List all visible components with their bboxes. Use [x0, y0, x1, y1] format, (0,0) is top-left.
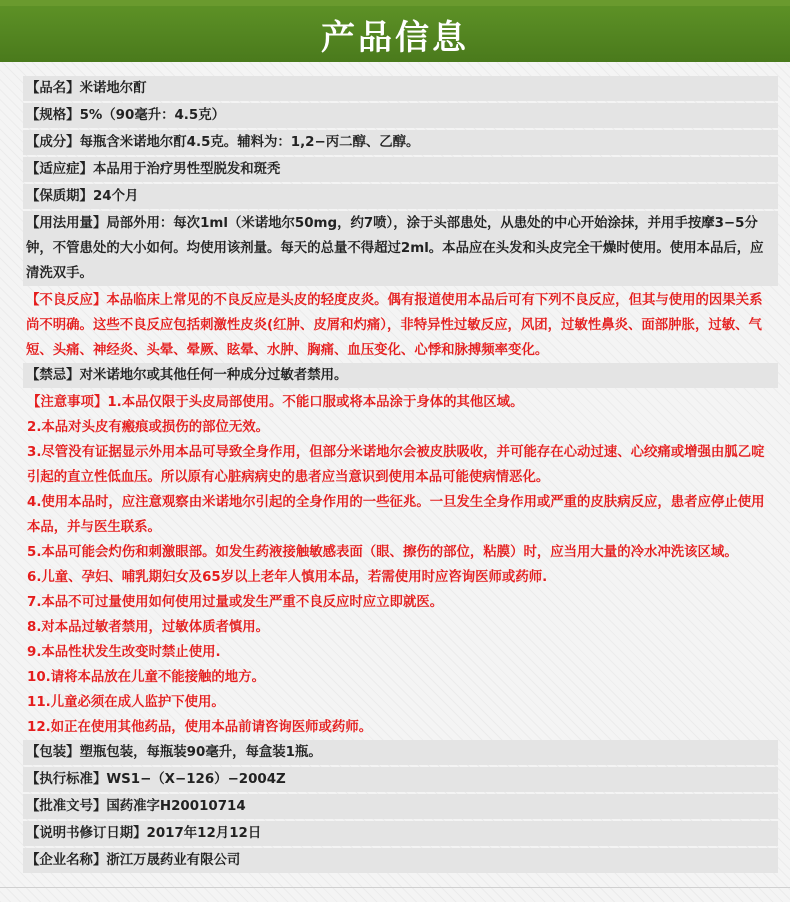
package-value: 塑瓶包装，每瓶装90毫升，每盒装1瓶。 [79, 745, 322, 760]
shelf-life-value: 24个月 [92, 189, 139, 204]
note-text: 11.儿童必须在成人监护下使用。 [27, 695, 225, 710]
spec-value: 5%（90毫升：4.5克） [79, 108, 225, 123]
notes-label: 【注意事项】 [27, 395, 108, 410]
note-item [23, 490, 778, 540]
shelf-life-label: 【保质期】 [26, 189, 93, 204]
note-text: 4.使用本品时，应注意观察由米诺地尔引起的全身作用的一些征兆。一旦发生全身作用或严重的皮肤病反应，患者应停止使用本品，并与医生联系。 [27, 495, 765, 535]
note-item [23, 590, 778, 615]
row-name [23, 76, 778, 101]
row-shelf-life [23, 184, 778, 209]
row-revision-date [23, 821, 778, 846]
note-item [23, 440, 778, 490]
row-standard [23, 767, 778, 792]
product-info-panel [0, 62, 790, 902]
note-text: 8.对本品过敏者禁用，过敏体质者慎用。 [27, 620, 270, 635]
standard-label: 【执行标准】 [26, 772, 107, 787]
note-item [23, 665, 778, 690]
revision-value: 2017年12月12日 [146, 826, 262, 841]
row-ingredients [23, 130, 778, 155]
usage-label: 【用法用量】 [26, 216, 107, 231]
row-indication [23, 157, 778, 182]
note-text: 5.本品可能会灼伤和刺激眼部。如发生药液接触敏感表面（眼、擦伤的部位，粘膜）时，应当用大量的冷水冲洗该区域。 [27, 545, 738, 560]
row-company [23, 848, 778, 873]
indication-value: 本品用于治疗男性型脱发和斑秃 [92, 162, 281, 177]
note-item [23, 540, 778, 565]
bottom-divider [0, 887, 790, 888]
approval-value: 国药准字H20010714 [106, 799, 246, 814]
spec-label: 【规格】 [26, 108, 80, 123]
row-package [23, 740, 778, 765]
note-text: 7.本品不可过量使用如何使用过量或发生严重不良反应时应立即就医。 [27, 595, 444, 610]
page-title: 产品信息 [321, 17, 469, 58]
adverse-value: 本品临床上常见的不良反应是头皮的轻度皮炎。偶有报道使用本品后可有下列不良反应，但其与使用的因果关系尚不明确。这些不良反应包括刺激性皮炎(红肿、皮屑和灼痛），非特异性过敏反应，风团，过敏性鼻炎、面部肿胀，过敏、气短、头痛、神经炎、头晕、晕厥、眩晕、水肿、胸痛、血压变化、心悸和脉搏频率变化。 [26, 293, 763, 358]
ingredients-label: 【成分】 [26, 135, 80, 150]
ingredients-value: 每瓶含米诺地尔酊4.5克。辅料为：1,2−丙二醇、乙醇。 [79, 135, 420, 150]
usage-value: 局部外用：每次1ml（米诺地尔50mg，约7喷），涂于头部患处，从患处的中心开始涂抹，并用手按摩3−5分钟，不管患处的大小如何。均使用该剂量。每天的总量不得超过2ml。本品应在头发和头皮完全干燥时使用。使用本品后，应清洗双手。 [26, 216, 764, 281]
note-item [23, 565, 778, 590]
package-label: 【包装】 [26, 745, 80, 760]
name-value: 米诺地尔酊 [79, 81, 147, 96]
revision-label: 【说明书修订日期】 [26, 826, 147, 841]
row-usage [23, 211, 778, 286]
company-label: 【企业名称】 [26, 853, 107, 868]
row-adverse-reactions [23, 288, 778, 363]
note-item [23, 390, 778, 415]
note-text: 6.儿童、孕妇、哺乳期妇女及65岁以上老年人慎用本品，若需使用时应咨询医师或药师. [27, 570, 548, 585]
note-text: 12.如正在使用其他药品，使用本品前请咨询医师或药师。 [27, 720, 373, 735]
row-approval [23, 794, 778, 819]
indication-label: 【适应症】 [26, 162, 93, 177]
row-contraindication [23, 363, 778, 388]
note-text: 9.本品性状发生改变时禁止使用. [27, 645, 221, 660]
note-item [23, 690, 778, 715]
contraindication-label: 【禁忌】 [26, 368, 80, 383]
company-value: 浙江万晟药业有限公司 [106, 853, 241, 868]
contraindication-value: 对米诺地尔或其他任何一种成分过敏者禁用。 [79, 368, 348, 383]
adverse-label: 【不良反应】 [26, 293, 107, 308]
row-spec [23, 103, 778, 128]
note-text: 10.请将本品放在儿童不能接触的地方。 [27, 670, 265, 685]
note-item [23, 615, 778, 640]
approval-label: 【批准文号】 [26, 799, 107, 814]
name-label: 【品名】 [26, 81, 80, 96]
note-item [23, 415, 778, 440]
standard-value: WS1−（X−126）−2004Z [106, 772, 286, 787]
header-banner [0, 0, 790, 62]
note-text: 1.本品仅限于头皮局部使用。不能口服或将本品涂于身体的其他区域。 [107, 395, 524, 410]
note-item [23, 640, 778, 665]
note-text: 2.本品对头皮有瘢痕或损伤的部位无效。 [27, 420, 270, 435]
note-item [23, 715, 778, 740]
note-text: 3.尽管没有证据显示外用本品可导致全身作用，但部分米诺地尔会被皮肤吸收，并可能存在心动过速、心绞痛或增强由胍乙啶引起的直立性低血压。所以原有心脏病病史的患者应当意识到使用本品可能使病情恶化。 [27, 445, 765, 485]
